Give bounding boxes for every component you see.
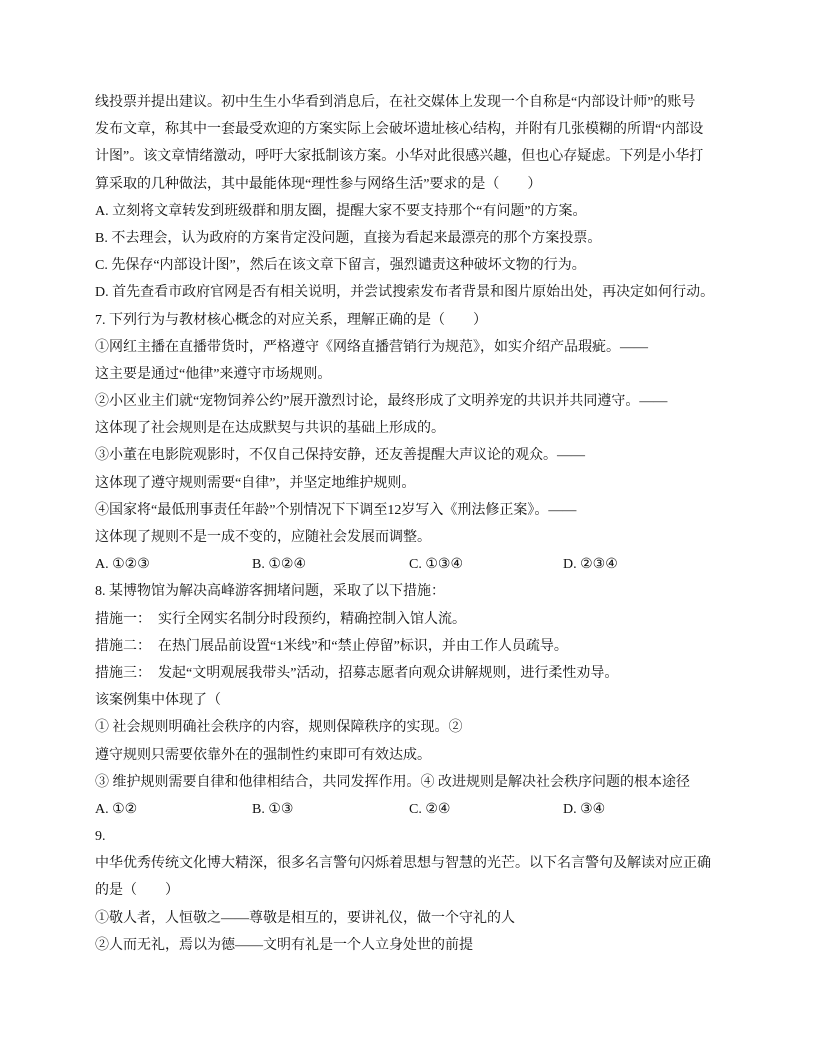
question-6 bbox=[95, 89, 735, 307]
question-6-stem-line: 发布文章，称其中一套最受欢迎的方案实际上会破坏遗址核心结构，并附有几张模糊的所谓“内部设 bbox=[95, 122, 704, 138]
question-7-item: 这体现了规则不是一成不变的，应随社会发展而调整。 bbox=[95, 530, 431, 545]
question-6-stem-line: 线投票并提出建议。初中生生小华看到消息后，在社交媒体上发现一个自称是“内部设计师”的账号 bbox=[95, 95, 696, 110]
measure-text: 在热门展品前设置“1米线”和“禁止停留”标识，并由工作人员疏导。 bbox=[158, 638, 568, 654]
question-7-item: ③小董在电影院观影时，不仅自己保持安静，还友善提醒大声议论的观众。—— bbox=[95, 448, 585, 464]
question-8-measure bbox=[95, 660, 735, 687]
question-8-choice-d: D. ③④ bbox=[563, 801, 606, 817]
question-9 bbox=[95, 823, 735, 959]
question-6-option-a: A. 立刻将文章转发到班级群和朋友圈，提醒大家不要支持那个“有问题”的方案。 bbox=[95, 203, 587, 219]
question-8-prompt: 该案例集中体现了（ bbox=[95, 693, 221, 709]
question-7-stem: 7. 下列行为与教材核心概念的对应关系，理解正确的是（ ） bbox=[95, 312, 487, 328]
question-7-choices bbox=[95, 551, 735, 578]
question-7-item: 这体现了遵守规则需要“自律”，并坚定地维护规则。 bbox=[95, 475, 416, 491]
measure-label: 措施一： bbox=[95, 611, 151, 627]
question-8-choice-c: C. ②④ bbox=[409, 801, 451, 817]
question-8-measure bbox=[95, 633, 735, 660]
question-8-item: ① 社会规则明确社会秩序的内容，规则保障秩序的实现。② bbox=[95, 720, 463, 736]
measure-label: 措施三： bbox=[95, 665, 151, 681]
question-9-item: ①敬人者，人恒敬之——尊敬是相互的，要讲礼仪，做一个守礼的人 bbox=[95, 910, 515, 926]
question-6-stem-line: 算采取的几种做法，其中最能体现“理性参与网络生活”要求的是（ ） bbox=[95, 176, 542, 192]
question-7-item: 这体现了社会规则是在达成默契与共识的基础上形成的。 bbox=[95, 421, 445, 437]
measure-text: 实行全网实名制分时段预约，精确控制入馆人流。 bbox=[158, 611, 466, 627]
question-8-choices bbox=[95, 796, 735, 823]
question-7-item: 这主要是通过“他律”来遵守市场规则。 bbox=[95, 366, 332, 382]
question-7-choice-b: B. ①②④ bbox=[252, 557, 306, 573]
question-8-stem: 8. 某博物馆为解决高峰游客拥堵问题，采取了以下措施： bbox=[95, 584, 445, 600]
question-7-item: ②小区业主们就“宠物饲养公约”展开激烈讨论，最终形成了文明养宠的共识并共同遵守。—— bbox=[95, 394, 668, 410]
question-9-item: ②人而无礼，焉以为德——文明有礼是一个人立身处世的前提 bbox=[95, 937, 473, 953]
question-8-item: ③ 维护规则需要自律和他律相结合，共同发挥作用。④ 改进规则是解决社会秩序问题的根本途径 bbox=[95, 774, 690, 790]
question-8-choice-b: B. ①③ bbox=[252, 801, 294, 817]
question-8 bbox=[95, 578, 735, 823]
question-7-choice-d: D. ②③④ bbox=[563, 557, 618, 573]
question-9-stem-line: 的是（ ） bbox=[95, 883, 179, 899]
question-6-stem-line: 计图”。该文章情绪激动，呼吁大家抵制该方案。小华对此很感兴趣，但也心存疑虑。下列是小华打 bbox=[95, 149, 704, 165]
question-6-option-c: C. 先保存“内部设计图”，然后在该文章下留言，强烈谴责这种破坏文物的行为。 bbox=[95, 258, 586, 274]
measure-text: 发起“文明观展我带头”活动，招募志愿者向观众讲解规则，进行柔性劝导。 bbox=[158, 665, 619, 681]
measure-label: 措施二： bbox=[95, 638, 151, 654]
question-6-option-b: B. 不去理会，认为政府的方案肯定没问题，直接为看起来最漂亮的那个方案投票。 bbox=[95, 230, 602, 246]
question-7-item: ④国家将“最低刑事责任年龄”个别情况下下调至12岁写入《刑法修正案》。—— bbox=[95, 502, 577, 518]
question-8-choice-a: A. ①② bbox=[95, 801, 138, 817]
question-7-choice-c: C. ①③④ bbox=[409, 557, 463, 573]
question-7 bbox=[95, 307, 735, 579]
question-8-item: 遵守规则只需要依靠外在的强制性约束即可有效达成。 bbox=[95, 747, 431, 763]
exam-page bbox=[95, 89, 735, 959]
question-7-item: ①网红主播在直播带货时，严格遵守《网络直播营销行为规范》，如实介绍产品瑕疵。—— bbox=[95, 339, 648, 355]
question-9-stem-line: 中华优秀传统文化博大精深，很多名言警句闪烁着思想与智慧的光芒。以下名言警句及解读对应正确 bbox=[95, 856, 711, 872]
question-6-option-d: D. 首先查看市政府官网是否有相关说明，并尝试搜索发布者背景和图片原始出处，再决定如何行动。 bbox=[95, 285, 715, 301]
question-7-choice-a: A. ①②③ bbox=[95, 557, 150, 573]
question-9-number: 9. bbox=[95, 829, 106, 845]
question-8-measure bbox=[95, 606, 735, 633]
